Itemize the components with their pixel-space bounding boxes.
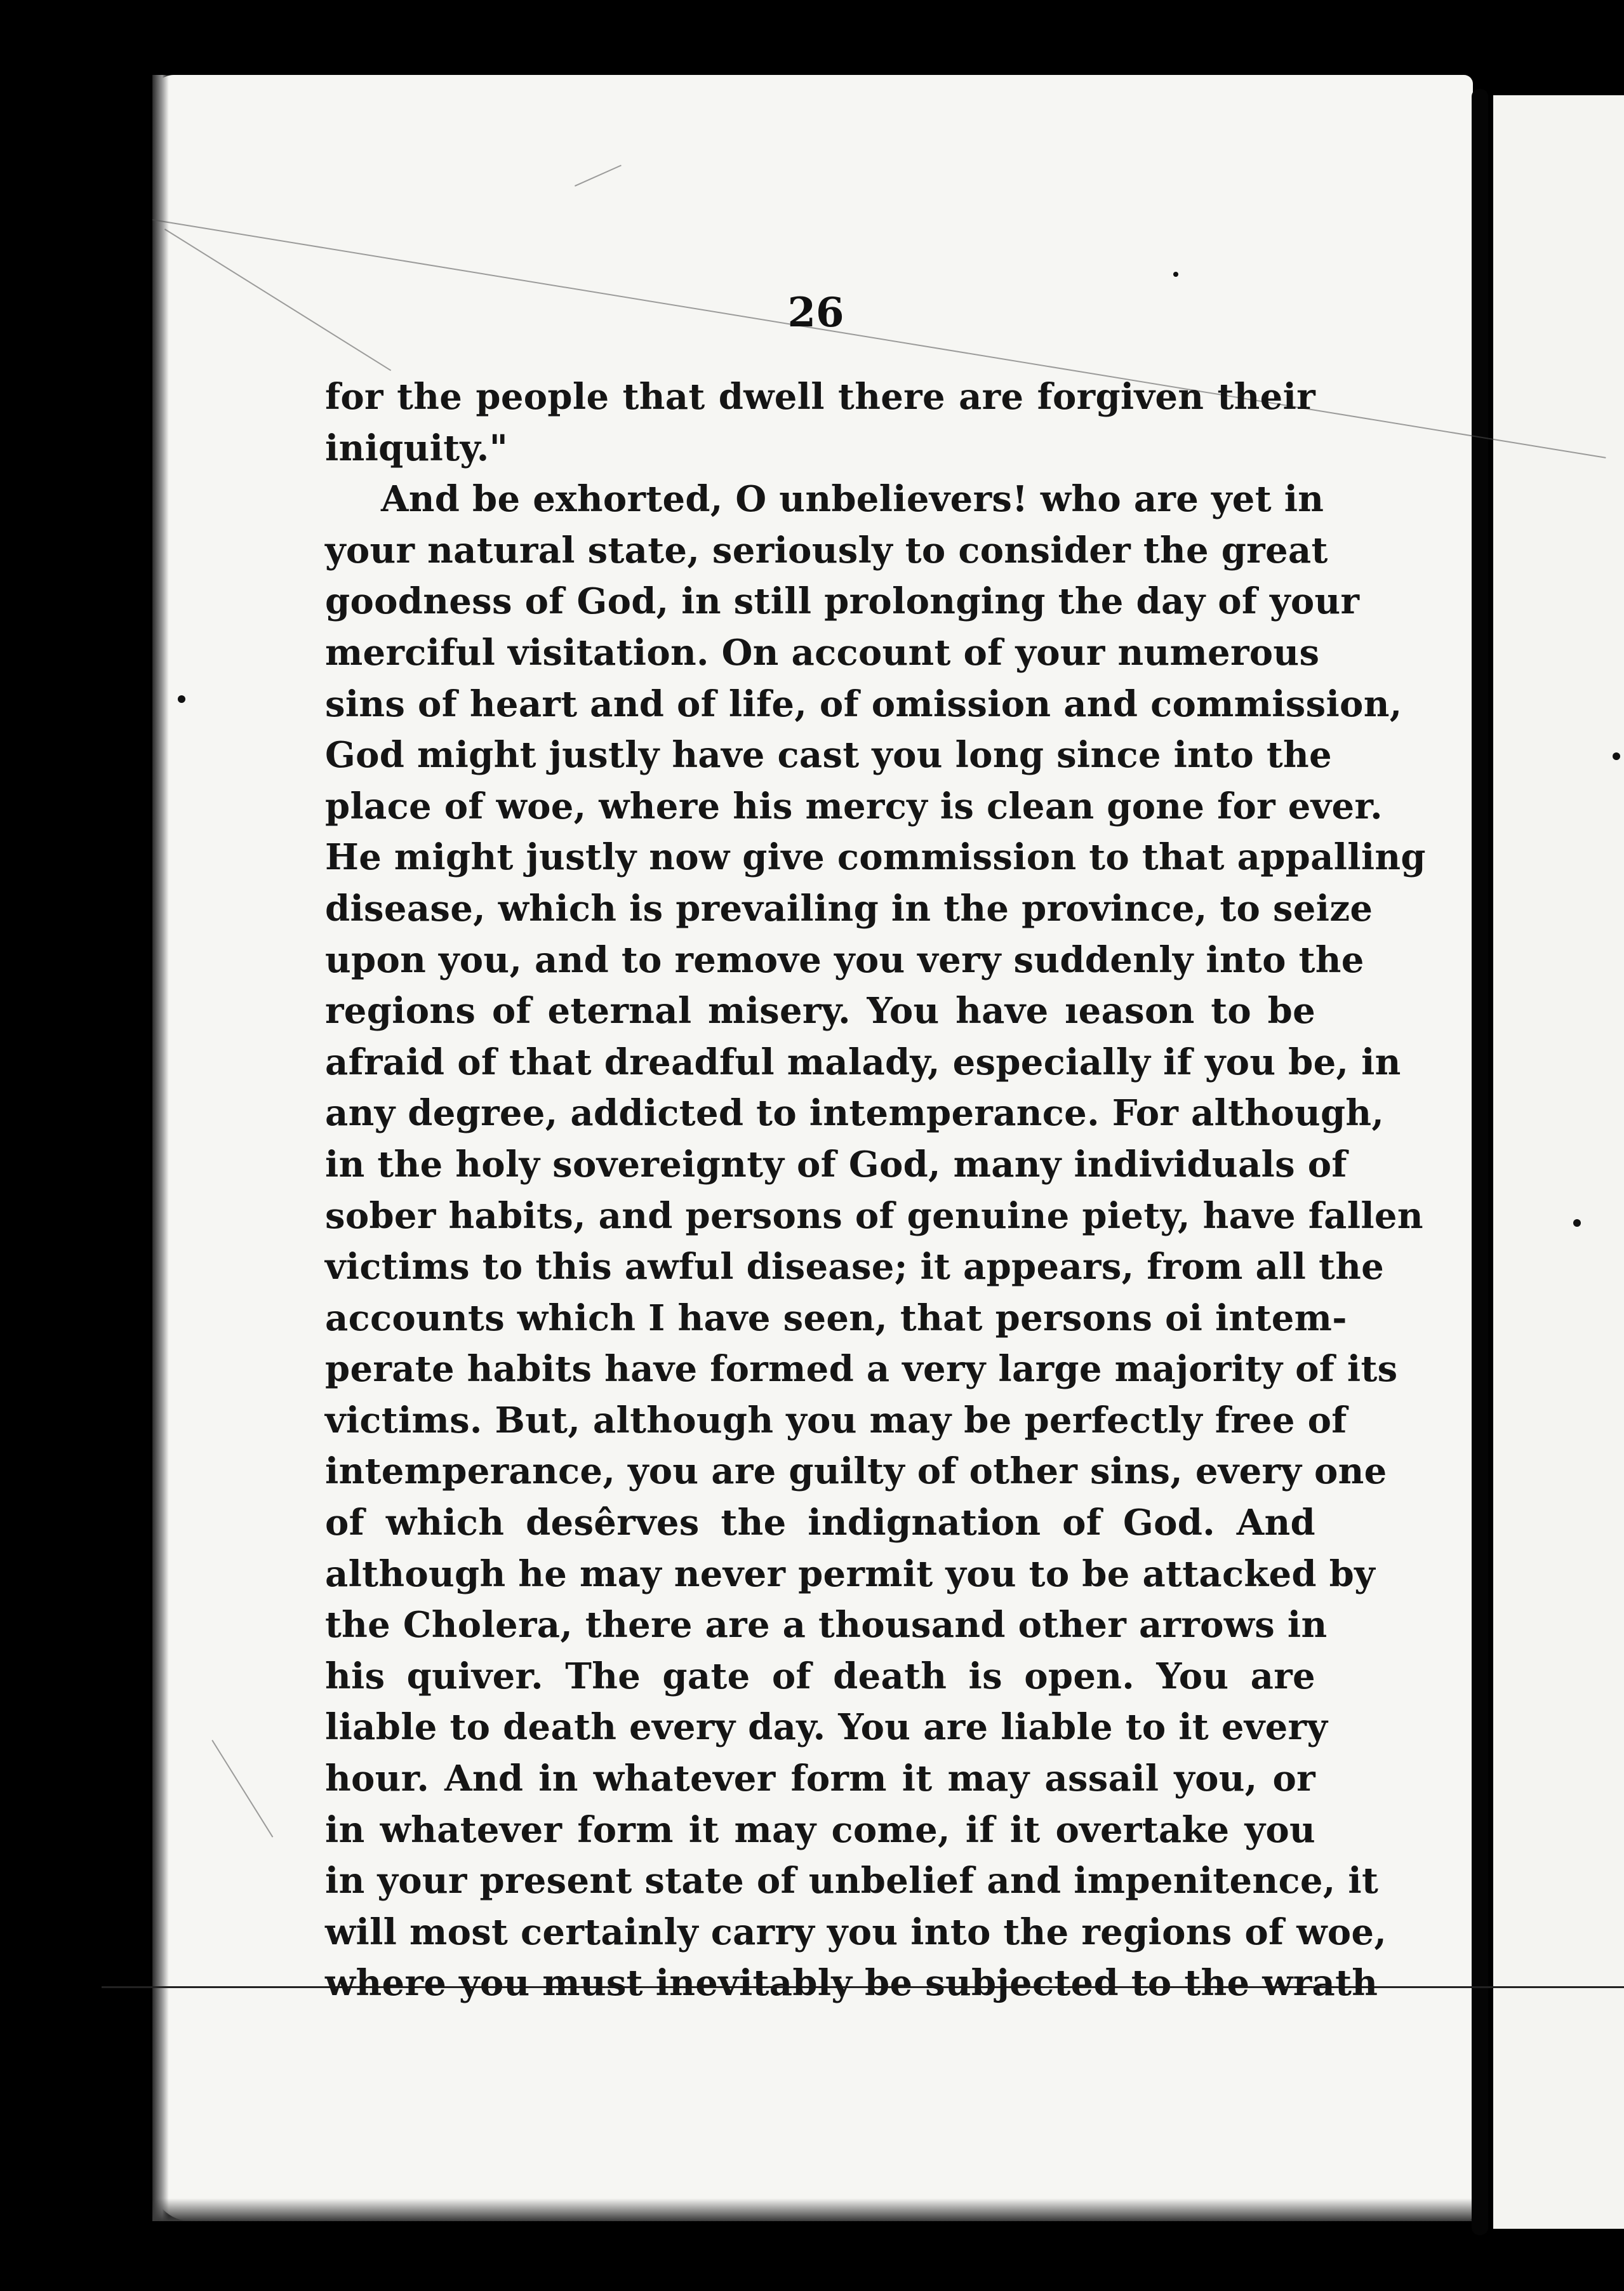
text-line: place of woe, where his mercy is clean gone for ever. [325,785,1383,827]
text-line: upon you, and to remove you very suddenly into the [325,938,1364,981]
text-line: in the holy sovereignty of God, many individuals of [325,1143,1347,1186]
text-line: in whatever form it may come, if it overtake you [325,1808,1315,1851]
page-number: 26 [787,289,844,337]
page-left-shadow [152,75,169,2221]
text-line: sober habits, and persons of genuine piety, have fallen [325,1194,1423,1237]
text-line: regions of eternal misery. You have ıeason to be [325,990,1315,1032]
text-line: perate habits have formed a very large majority of its [325,1348,1398,1391]
text-line: in your present state of unbelief and impenitence, it [325,1860,1379,1902]
text-line: any degree, addicted to intemperance. For although, [325,1092,1385,1135]
text-line: for the people that dwell there are forgiven their [325,376,1315,418]
ink-speck [178,695,185,703]
ink-speck [1173,272,1178,277]
text-line: where you must inevitably be subjected to the wrath [325,1962,1378,2005]
text-line: although he may never permit you to be attacked by [325,1553,1375,1595]
text-line: God might justly have cast you long since into the [325,734,1332,777]
text-line: of which desêrves the indignation of God. And [325,1502,1315,1544]
book-gutter [1472,89,1488,2235]
ink-speck [1573,1219,1581,1227]
text-line: liable to death every day. You are liable to it every [325,1706,1328,1749]
text-line: your natural state, seriously to consider the great [325,529,1328,571]
text-line: accounts which I have seen, that persons oi intem- [325,1297,1347,1339]
text-line: will most certainly carry you into the regions of woe, [325,1911,1387,1953]
text-line: his quiver. The gate of death is open. You are [325,1655,1315,1697]
ink-speck [1613,752,1620,760]
text-line: disease, which is prevailing in the province, to seize [325,887,1373,930]
text-line: And be exhorted, O unbelievers! who are yet in [381,478,1324,521]
text-line: intemperance, you are guilty of other sins, every one [325,1450,1387,1493]
page-bottom-shadow [152,2198,1473,2221]
text-line: goodness of God, in still prolonging the day of your [325,580,1360,623]
body-text [325,371,1426,2009]
text-line: victims. But, although you may be perfectly free of [325,1399,1347,1441]
text-line: iniquity." [325,427,509,469]
text-line: He might justly now give commission to that appalling [325,836,1426,879]
facing-page-edge [1493,95,1624,2229]
text-line: afraid of that dreadful malady, especially if you be, in [325,1041,1401,1083]
text-line: victims to this awful disease; it appears, from all the [325,1246,1385,1288]
text-line: the Cholera, there are a thousand other arrows in [325,1604,1328,1646]
text-line: sins of heart and of life, of omission and commission, [325,683,1402,725]
text-line: merciful visitation. On account of your numerous [325,631,1320,674]
text-line: hour. And in whatever form it may assail you, or [325,1758,1315,1800]
